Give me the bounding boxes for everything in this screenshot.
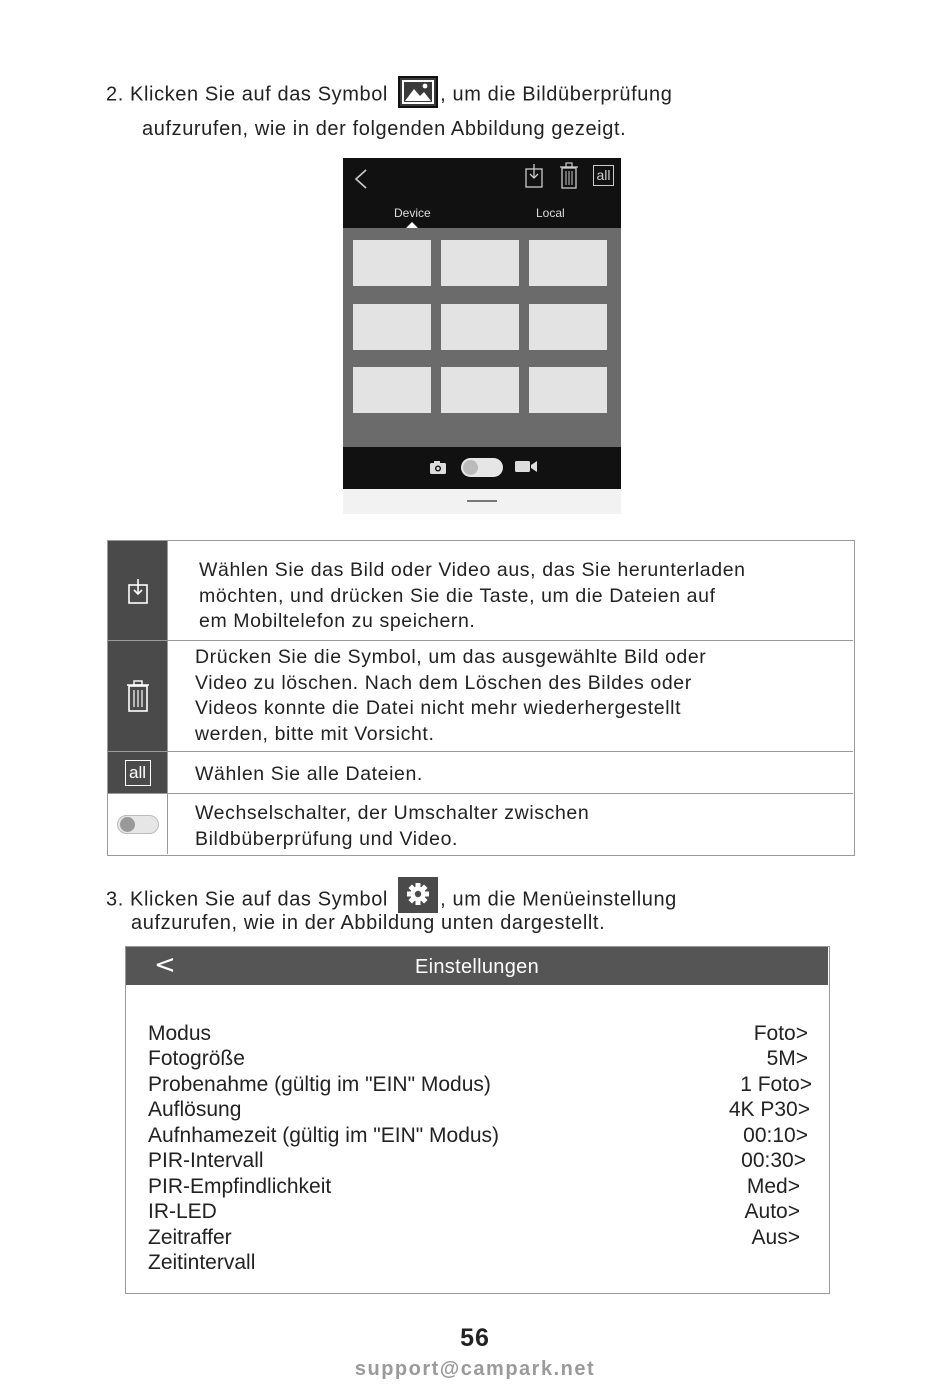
settings-row-fotogroesse[interactable] <box>148 1047 808 1073</box>
settings-row-zeitraffer[interactable] <box>148 1226 800 1252</box>
settings-header <box>126 947 828 985</box>
row-description: Wechselschalter, der Umschalter zwischen Bildbüberprüfung und Video. <box>195 802 590 850</box>
table-row <box>108 541 853 641</box>
step3-line2: aufzurufen, wie in der Abbildung unten dargestellt. <box>131 912 606 934</box>
settings-title: Einstellungen <box>415 956 539 978</box>
phone-bottom-bar <box>343 447 621 489</box>
row-description: Drücken Sie die Symbol, um das ausgewählte Bild oder Video zu löschen. Nach dem Löschen des Bildes oder Videos konnte die Datei nicht mehr wiederhergestellt werden, bitte mit Vorsicht. <box>195 646 707 745</box>
step2-line1 <box>106 82 672 108</box>
settings-row-zeitintervall[interactable] <box>148 1251 808 1277</box>
table-row <box>108 641 853 752</box>
setting-label: Modus <box>148 1022 212 1045</box>
setting-value[interactable]: 1 Foto> <box>740 1073 812 1096</box>
setting-value[interactable]: 5M> <box>766 1047 808 1070</box>
select-all-icon[interactable]: all <box>593 165 614 186</box>
settings-row-probenahme[interactable] <box>148 1073 812 1099</box>
icon-legend-table <box>107 540 855 856</box>
thumbnail[interactable] <box>441 367 519 413</box>
row-description: Wählen Sie alle Dateien. <box>195 763 423 785</box>
settings-row-pir-intervall[interactable] <box>148 1149 806 1175</box>
select-all-icon <box>108 752 168 793</box>
download-icon <box>108 541 168 640</box>
setting-label: PIR-Intervall <box>148 1149 264 1172</box>
thumbnail[interactable] <box>441 240 519 286</box>
home-indicator <box>467 500 497 502</box>
settings-row-aufloesung[interactable] <box>148 1098 810 1124</box>
gear-icon <box>398 877 438 913</box>
settings-row-pir-empfindlichkeit[interactable] <box>148 1175 800 1201</box>
toggle-switch-icon[interactable] <box>461 458 503 477</box>
row-description: Wählen Sie das Bild oder Video aus, das Sie herunterladen möchten, und drücken Sie die Taste, um die Dateien auf em Mobiltelefon zu speichern. <box>199 559 746 632</box>
setting-label: PIR-Empfindlichkeit <box>148 1175 332 1198</box>
thumbnail-grid <box>343 228 621 447</box>
image-gallery-icon <box>398 76 438 108</box>
toggle-switch-icon <box>108 794 168 854</box>
thumbnail[interactable] <box>353 367 431 413</box>
setting-label: Fotogröße <box>148 1047 245 1070</box>
download-icon[interactable] <box>524 163 544 189</box>
setting-label: Aufnhamezeit (gültig im "EIN" Modus) <box>148 1124 500 1147</box>
trash-icon[interactable] <box>559 162 579 190</box>
trash-icon <box>108 641 168 751</box>
chevron-left-icon[interactable] <box>353 168 369 190</box>
table-row <box>108 752 853 794</box>
page-number: 56 <box>460 1324 490 1352</box>
setting-value[interactable]: 00:10> <box>743 1124 808 1147</box>
table-row <box>108 794 853 854</box>
thumbnail[interactable] <box>353 240 431 286</box>
settings-panel <box>125 946 830 1294</box>
setting-label: IR-LED <box>148 1200 217 1223</box>
thumbnail[interactable] <box>529 304 607 350</box>
thumbnail[interactable] <box>353 304 431 350</box>
select-all-label: all <box>125 760 151 786</box>
setting-value[interactable]: Med> <box>746 1175 800 1198</box>
setting-value[interactable]: 00:30> <box>741 1149 806 1172</box>
step2-text-before: 2. Klicken Sie auf das Symbol <box>106 83 388 106</box>
back-button[interactable]: < <box>154 950 176 980</box>
support-email: support@campark.net <box>354 1358 596 1380</box>
settings-row-aufnahmezeit[interactable] <box>148 1124 808 1150</box>
tab-local[interactable]: Local <box>536 206 565 220</box>
camera-icon[interactable] <box>429 460 447 475</box>
step3-text-after: , um die Menüeinstellung <box>440 888 677 911</box>
setting-value[interactable]: Auto> <box>744 1200 800 1223</box>
setting-label: Zeitraffer <box>148 1226 232 1249</box>
setting-label: Auflösung <box>148 1098 242 1121</box>
setting-value[interactable]: 4K P30> <box>728 1098 810 1121</box>
step3-text-before: 3. Klicken Sie auf das Symbol <box>106 888 388 911</box>
settings-row-ir-led[interactable] <box>148 1200 800 1226</box>
phone-screenshot <box>343 158 621 514</box>
setting-label: Probenahme (gültig im "EIN" Modus) <box>148 1073 491 1096</box>
thumbnail[interactable] <box>529 240 607 286</box>
thumbnail[interactable] <box>529 367 607 413</box>
setting-value[interactable]: Foto> <box>753 1022 808 1045</box>
tab-device[interactable]: Device <box>394 206 431 220</box>
setting-value[interactable]: Aus> <box>751 1226 800 1249</box>
step2-line2: aufzurufen, wie in der folgenden Abbildung gezeigt. <box>142 118 627 140</box>
step2-text-after: , um die Bildüberprüfung <box>440 83 673 106</box>
phone-top-bar <box>343 158 621 228</box>
video-camera-icon[interactable] <box>514 459 538 474</box>
step3-line1 <box>106 887 677 913</box>
thumbnail[interactable] <box>441 304 519 350</box>
settings-row-modus[interactable] <box>148 1022 808 1048</box>
setting-label: Zeitintervall <box>148 1251 256 1274</box>
